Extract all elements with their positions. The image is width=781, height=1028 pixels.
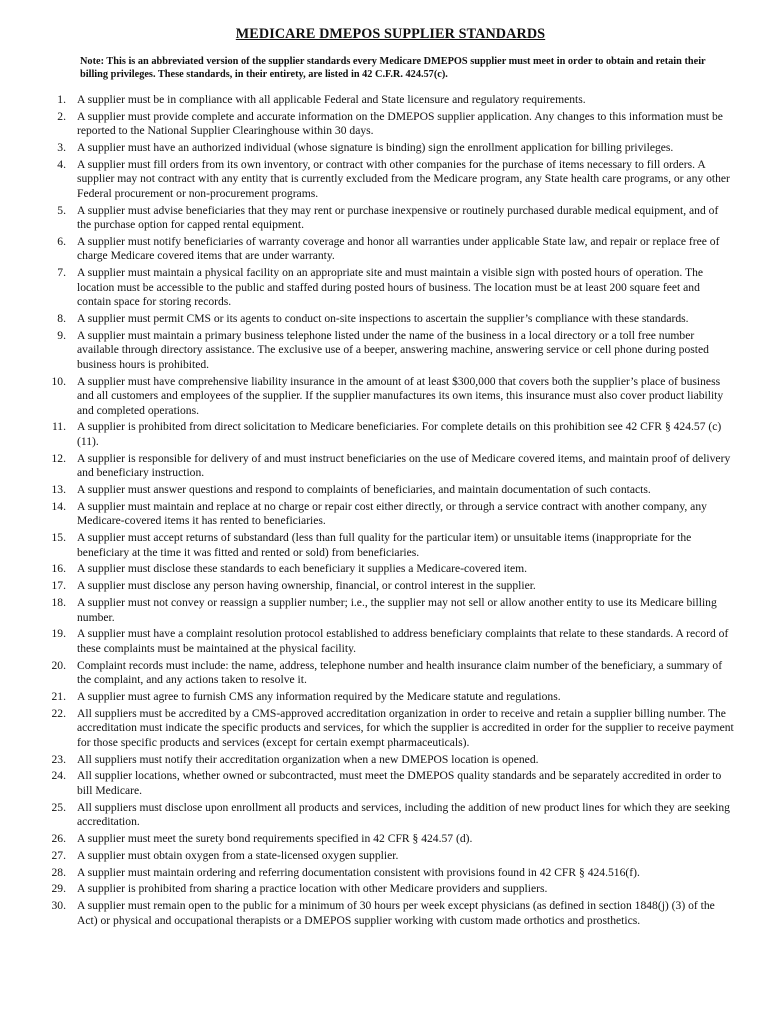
- standard-number: 18.: [51, 596, 66, 610]
- standard-text: All suppliers must disclose upon enrollment all products and services, including the addition of new product lines for which they are seeking accreditation.: [77, 800, 730, 829]
- standard-number: 21.: [51, 689, 66, 703]
- standard-number: 11.: [51, 420, 66, 434]
- standard-item: [46, 659, 735, 688]
- standard-item: [46, 899, 735, 928]
- standard-item: [46, 420, 735, 449]
- standard-text: A supplier must accept returns of substandard (less than full quality for the particular item) or unsuitable items (inappropriate for the beneficiary at the time it was fitted and rented or sold) from beneficiaries.: [77, 531, 692, 559]
- standard-item: [46, 707, 735, 751]
- standard-item: [46, 375, 735, 419]
- standard-text: A supplier must permit CMS or its agents to conduct on-site inspections to ascertain the supplier’s compliance with these standards.: [77, 312, 689, 326]
- standard-text: A supplier must be in compliance with all applicable Federal and State licensure and regulatory requirements.: [77, 93, 586, 106]
- standard-item: [46, 801, 735, 830]
- standard-item: [46, 690, 735, 705]
- document-title: MEDICARE DMEPOS SUPPLIER STANDARDS: [235, 26, 546, 42]
- standard-item: [46, 500, 735, 529]
- standard-number: 1.: [57, 93, 66, 106]
- standard-number: 9.: [57, 328, 66, 342]
- standard-text: Complaint records must include: the name, address, telephone number and health insurance claim number of the beneficiary, a summary of the complaint, and any actions taken to resolve it.: [77, 658, 723, 687]
- standard-item: [46, 266, 735, 310]
- standard-number: 5.: [57, 203, 66, 217]
- standard-number: 23.: [51, 752, 66, 766]
- standard-text: A supplier must disclose any person having ownership, financial, or control interest in the supplier.: [77, 579, 536, 593]
- standard-text: A supplier must have a complaint resolution protocol established to address beneficiary complaints that relate to these standards. A record of these complaints must be maintained at the physical facility.: [77, 627, 729, 655]
- standard-item: [46, 204, 735, 233]
- standard-text: A supplier must answer questions and respond to complaints of beneficiaries, and maintain documentation of such contacts.: [77, 483, 651, 497]
- standard-text: A supplier must agree to furnish CMS any information required by the Medicare statute and regulations.: [77, 689, 561, 703]
- standard-item: [46, 849, 735, 864]
- standard-number: 17.: [51, 579, 66, 593]
- standard-text: All suppliers must notify their accreditation organization when a new DMEPOS location is opened.: [77, 752, 539, 766]
- standard-text: A supplier must notify beneficiaries of warranty coverage and honor all warranties under applicable State law, and repair or replace free of charge Medicare covered items that are under warranty.: [77, 234, 720, 263]
- standard-text: A supplier must disclose these standards to each beneficiary it supplies a Medicare-covered item.: [77, 562, 528, 576]
- standard-item: [46, 627, 735, 656]
- standard-text: A supplier must advise beneficiaries that they may rent or purchase inexpensive or routinely purchased durable medical equipment, and of the purchase option for capped rental equipment.: [77, 203, 719, 232]
- standard-number: 14.: [51, 499, 66, 513]
- standard-number: 28.: [51, 865, 66, 879]
- standard-item: [46, 158, 735, 202]
- standard-number: 12.: [51, 451, 66, 465]
- standard-text: A supplier must provide complete and accurate information on the DMEPOS supplier application. Any changes to this information must be reported to the National Supplier Clearinghouse within 30 days.: [77, 109, 723, 138]
- standard-number: 2.: [57, 109, 66, 123]
- standard-text: A supplier is responsible for delivery of and must instruct beneficiaries on the use of Medicare covered items, and maintain proof of delivery and beneficiary instruction.: [77, 451, 731, 480]
- standard-item: [46, 93, 735, 108]
- standard-number: 15.: [51, 531, 66, 545]
- standard-text: A supplier must maintain and replace at no charge or repair cost either directly, or through a service contract with another company, any Medicare-covered items it has rented to beneficiaries.: [77, 499, 707, 528]
- standard-number: 19.: [51, 627, 66, 641]
- standard-item: [46, 753, 735, 768]
- standard-item: [46, 882, 735, 897]
- standard-text: A supplier is prohibited from direct solicitation to Medicare beneficiaries. For complete details on this prohibition see 42 CFR § 424.57 (c) (11).: [77, 420, 722, 448]
- standard-item: [46, 562, 735, 577]
- standard-number: 3.: [57, 141, 66, 155]
- standard-text: A supplier must maintain a physical facility on an appropriate site and must maintain a visible sign with posted hours of operation. The location must be accessible to the public and staffed during posted hours of business. The location must be at least 200 square feet and contain space for storing records.: [77, 266, 704, 309]
- standard-item: [46, 483, 735, 498]
- standard-number: 29.: [51, 882, 66, 896]
- standard-number: 7.: [57, 266, 66, 280]
- standard-number: 26.: [51, 831, 66, 845]
- standard-text: A supplier must meet the surety bond requirements specified in 42 CFR § 424.57 (d).: [77, 831, 473, 845]
- standard-item: [46, 452, 735, 481]
- standard-number: 27.: [51, 848, 66, 862]
- standard-text: All suppliers must be accredited by a CMS-approved accreditation organization in order to receive and retain a supplier billing number. The accreditation must indicate the specific products and services, for which the supplier is accredited in order for the supplier to receive payment for those specific products and services (except for certain exempt pharmaceuticals).: [77, 706, 734, 749]
- standard-text: A supplier is prohibited from sharing a practice location with other Medicare providers and suppliers.: [77, 882, 548, 896]
- standard-number: 20.: [51, 658, 66, 672]
- standard-item: [46, 579, 735, 594]
- standard-number: 6.: [57, 234, 66, 248]
- standard-number: 30.: [51, 899, 66, 913]
- standard-number: 16.: [51, 562, 66, 576]
- standard-item: [46, 832, 735, 847]
- standard-text: A supplier must remain open to the public for a minimum of 30 hours per week except physicians (as defined in section 1848(j) (3) of the Act) or physical and occupational therapists or a DMEPOS supplier working with custom made orthotics and prosthetics.: [77, 899, 715, 927]
- abbreviation-note: Note: This is an abbreviated version of the supplier standards every Medicare DMEPOS supplier must meet in order to obtain and retain their billing privileges. These standards, in their entirety, are listed in 42 C.F.R. 424.57(c).: [80, 56, 706, 80]
- standard-text: A supplier must have comprehensive liability insurance in the amount of at least $300,000 that covers both the supplier’s place of business and all customers and employees of the supplier. If the supplier manufactures its own items, this insurance must also cover product liability and completed operations.: [77, 374, 724, 417]
- standard-item: [46, 596, 735, 625]
- standard-text: A supplier must maintain a primary business telephone listed under the name of the business in a local directory or a toll free number available through directory assistance. The exclusive use of a beeper, answering machine, answering service or cell phone during posted business hours is prohibited.: [77, 328, 709, 371]
- standards-list: [46, 93, 735, 928]
- standard-number: 4.: [57, 157, 66, 171]
- standard-text: All supplier locations, whether owned or subcontracted, must meet the DMEPOS quality standards and be separately accredited in order to bill Medicare.: [77, 769, 722, 797]
- standard-number: 13.: [51, 483, 66, 497]
- standard-number: 8.: [57, 312, 66, 326]
- standard-item: [46, 866, 735, 881]
- standard-item: [46, 141, 735, 156]
- standard-item: [46, 110, 735, 139]
- standard-number: 10.: [51, 374, 66, 388]
- standard-number: 22.: [51, 706, 66, 720]
- standard-item: [46, 329, 735, 373]
- standard-number: 24.: [51, 769, 66, 783]
- standard-item: [46, 312, 735, 327]
- standard-item: [46, 235, 735, 264]
- standard-text: A supplier must fill orders from its own inventory, or contract with other companies for the purchase of items necessary to fill orders. A supplier may not contract with any entity that is currently excluded from the Medicare program, any State health care programs, or any other Federal procurement or non-procurement programs.: [77, 157, 730, 200]
- standard-text: A supplier must have an authorized individual (whose signature is binding) sign the enrollment application for billing privileges.: [77, 141, 674, 155]
- standard-text: A supplier must maintain ordering and referring documentation consistent with provisions found in 42 CFR § 424.516(f).: [77, 865, 640, 879]
- standard-item: [46, 531, 735, 560]
- standard-text: A supplier must not convey or reassign a supplier number; i.e., the supplier may not sell or allow another entity to use its Medicare billing number.: [77, 596, 717, 624]
- standard-number: 25.: [51, 800, 66, 814]
- standard-item: [46, 769, 735, 798]
- standard-text: A supplier must obtain oxygen from a state-licensed oxygen supplier.: [77, 848, 399, 862]
